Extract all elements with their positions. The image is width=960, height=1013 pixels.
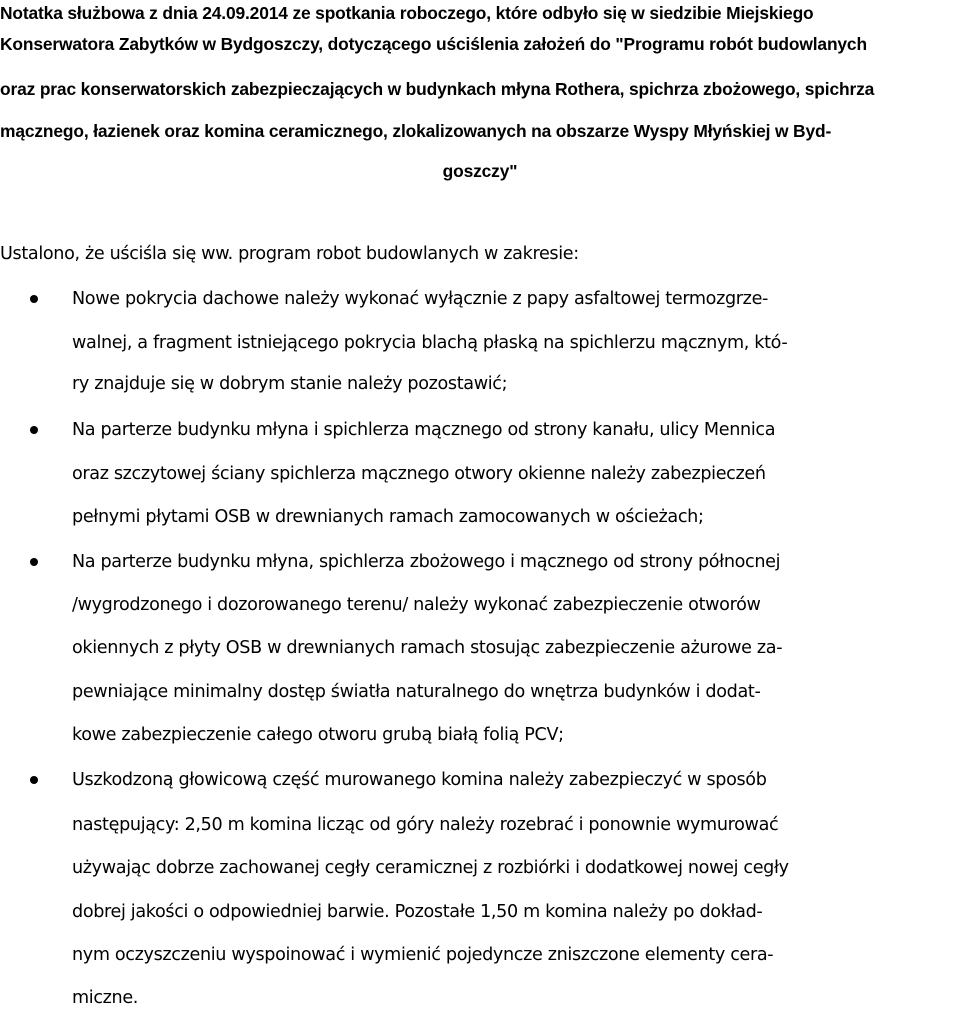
list-item-line: /wygrodzonego i dozorowanego terenu/ należy wykonać zabezpieczenie otworów [72,595,761,615]
heading-line: Konserwatora Zabytków w Bydgoszczy, dotyczącego uściślenia założeń do "Programu robót budowlanych [0,34,867,54]
heading-line: mącznego, łazienek oraz komina ceramicznego, zlokalizowanych na obszarze Wyspy Młyńskiej w Byd- [0,121,832,141]
heading-line: goszczy" [442,161,518,181]
list-item-line: używając dobrze zachowanej cegły ceramicznej z rozbiórki i dodatkowej nowej cegły [72,858,789,878]
list-item-line: pełnymi płytami OSB w drewnianych ramach zamocowanych w ościeżach; [72,507,704,527]
list-item-line: Na parterze budynku młyna i spichlerza mącznego od strony kanału, ulicy Mennica [72,420,776,440]
list-item-line: ry znajduje się w dobrym stanie należy pozostawić; [72,374,508,394]
intro-paragraph: Ustalono, że uściśla się ww. program robot budowlanych w zakresie: [0,244,579,264]
bullet-icon [30,558,38,566]
heading-line: oraz prac konserwatorskich zabezpieczających w budynkach młyna Rothera, spichrza zbożowego, spichrza [0,79,875,99]
list-item-line: oraz szczytowej ściany spichlerza mącznego otwory okienne należy zabezpieczeń [72,464,766,484]
bullet-icon [30,426,38,434]
bullet-icon [30,776,38,784]
list-item-line: nym oczyszczeniu wyspoinować i wymienić pojedyncze zniszczone elementy cera- [72,945,774,965]
list-item-line: okiennych z płyty OSB w drewnianych ramach stosując zabezpieczenie ażurowe za- [72,638,783,658]
list-item-line: walnej, a fragment istniejącego pokrycia blachą płaską na spichlerzu mącznym, któ- [72,333,788,353]
list-item-line: miczne. [72,988,139,1008]
list-item-line: następujący: 2,50 m komina licząc od góry należy rozebrać i ponownie wymurować [72,815,779,835]
heading-line: Notatka służbowa z dnia 24.09.2014 ze spotkania roboczego, które odbyło się w siedzibie Miejskiego [0,3,814,23]
list-item-line: dobrej jakości o odpowiedniej barwie. Pozostałe 1,50 m komina należy po dokład- [72,902,763,922]
list-item-line: Na parterze budynku młyna, spichlerza zbożowego i mącznego od strony północnej [72,552,781,572]
list-item-line: Uszkodzoną głowicową część murowanego komina należy zabezpieczyć w sposób [72,770,767,790]
list-item-line: pewniające minimalny dostęp światła naturalnego do wnętrza budynków i dodat- [72,682,761,702]
bullet-icon [30,295,38,303]
list-item-line: Nowe pokrycia dachowe należy wykonać wyłącznie z papy asfaltowej termozgrze- [72,289,769,309]
list-item-line: kowe zabezpieczenie całego otworu grubą białą folią PCV; [72,725,564,745]
